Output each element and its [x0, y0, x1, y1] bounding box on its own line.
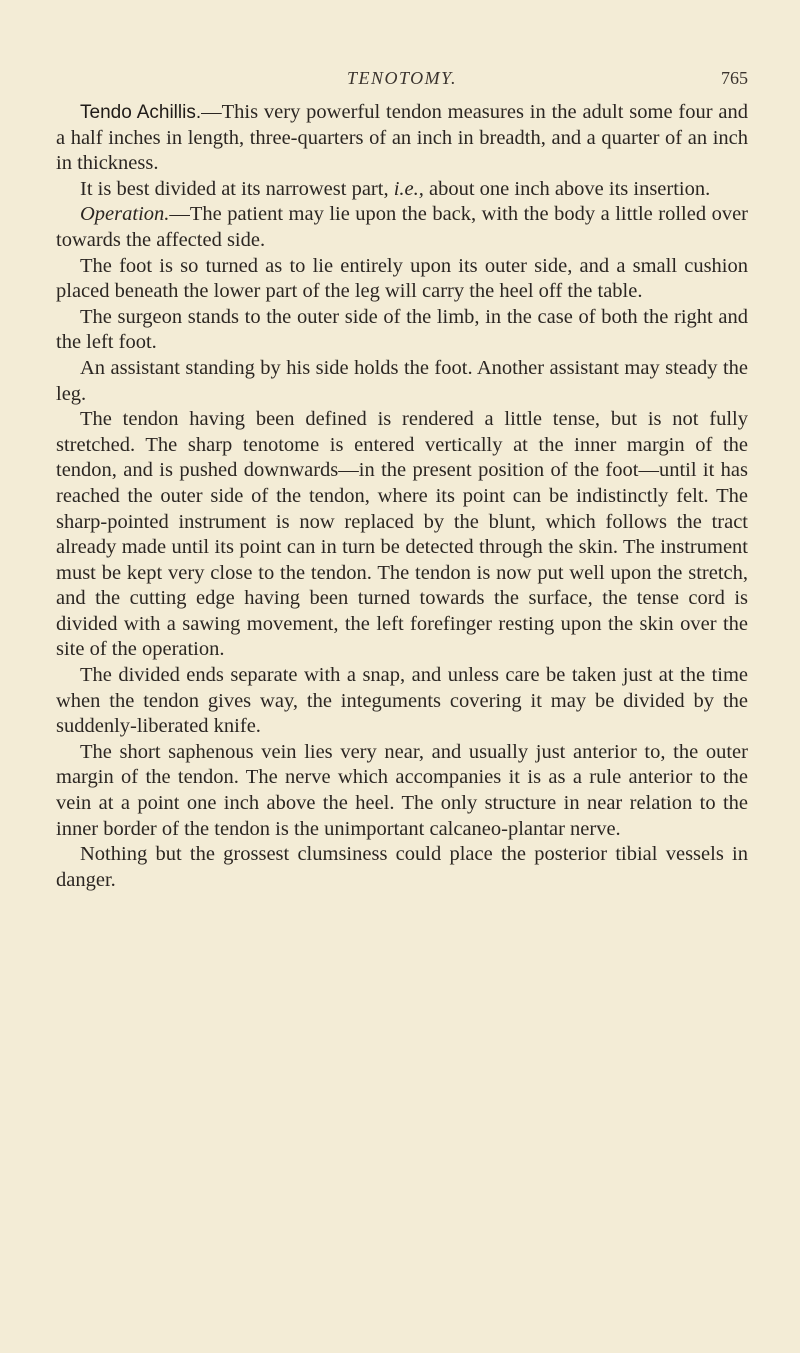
paragraph: The short saphenous vein lies very near, and usually just anterior to, the outer margin of the tendon. The nerve which accompanies it is as a rule anterior to the vein at a point one inch above the heel. The only structure in near relation to the inner border of the tendon is the unimportant calcaneo-plantar nerve. — [56, 740, 748, 840]
running-title: TENOTOMY. — [346, 68, 458, 88]
page-number: 765 — [721, 68, 748, 88]
body-text — [56, 100, 748, 893]
paragraph-operation — [56, 202, 748, 253]
paragraph-text: —This very powerful tendon measures in the adult some four and a half inches in length, three-quarters of an inch in breadth, and a quarter of an inch in thickness. — [56, 101, 748, 175]
paragraph: The foot is so turned as to lie entirely upon its outer side, and a small cushion placed beneath the lower part of the leg will carry the heel off the table. — [56, 254, 748, 303]
paragraph: The surgeon stands to the outer side of the limb, in the case of both the right and the left foot. — [56, 305, 748, 354]
paragraph-text: It is best divided at its narrowest part, — [80, 177, 394, 200]
paragraph: The tendon having been defined is rendered a little tense, but is not fully stretched. The sharp tenotome is entered vertically at the inner margin of the tendon, and is pushed downwards—in the present position of the foot—until it has reached the outer side of the tendon, where its point can be indistinctly felt. The sharp-pointed instrument is now replaced by the blunt, which follows the tract already made until its point can in turn be detected through the skin. The instrument must be kept very close to the tendon. The tendon is now put well upon the stretch, and the cutting edge having been turned towards the surface, the tense cord is divided with a sawing movement, the left forefinger resting upon the skin over the site of the operation. — [56, 408, 748, 661]
subsection-heading: Operation. — [80, 203, 170, 226]
paragraph-tendo-achillis — [56, 100, 748, 177]
italic-abbreviation: i.e., — [393, 177, 424, 200]
paragraph-text: —The patient may lie upon the back, with the body a little rolled over towards the affected side. — [56, 203, 748, 251]
paragraph: Nothing but the grossest clumsiness could place the posterior tibial vessels in danger. — [56, 843, 748, 891]
paragraph: An assistant standing by his side holds the foot. Another assistant may steady the leg. — [56, 356, 748, 405]
paragraph-text: about one inch above its insertion. — [423, 177, 711, 200]
section-heading: Tendo Achillis. — [80, 102, 202, 123]
paragraph — [56, 177, 748, 203]
running-head — [56, 68, 748, 98]
paragraph: The divided ends separate with a snap, and unless care be taken just at the time when the tendon gives way, the integuments covering it may be divided by the suddenly-liberated knife. — [56, 664, 748, 738]
